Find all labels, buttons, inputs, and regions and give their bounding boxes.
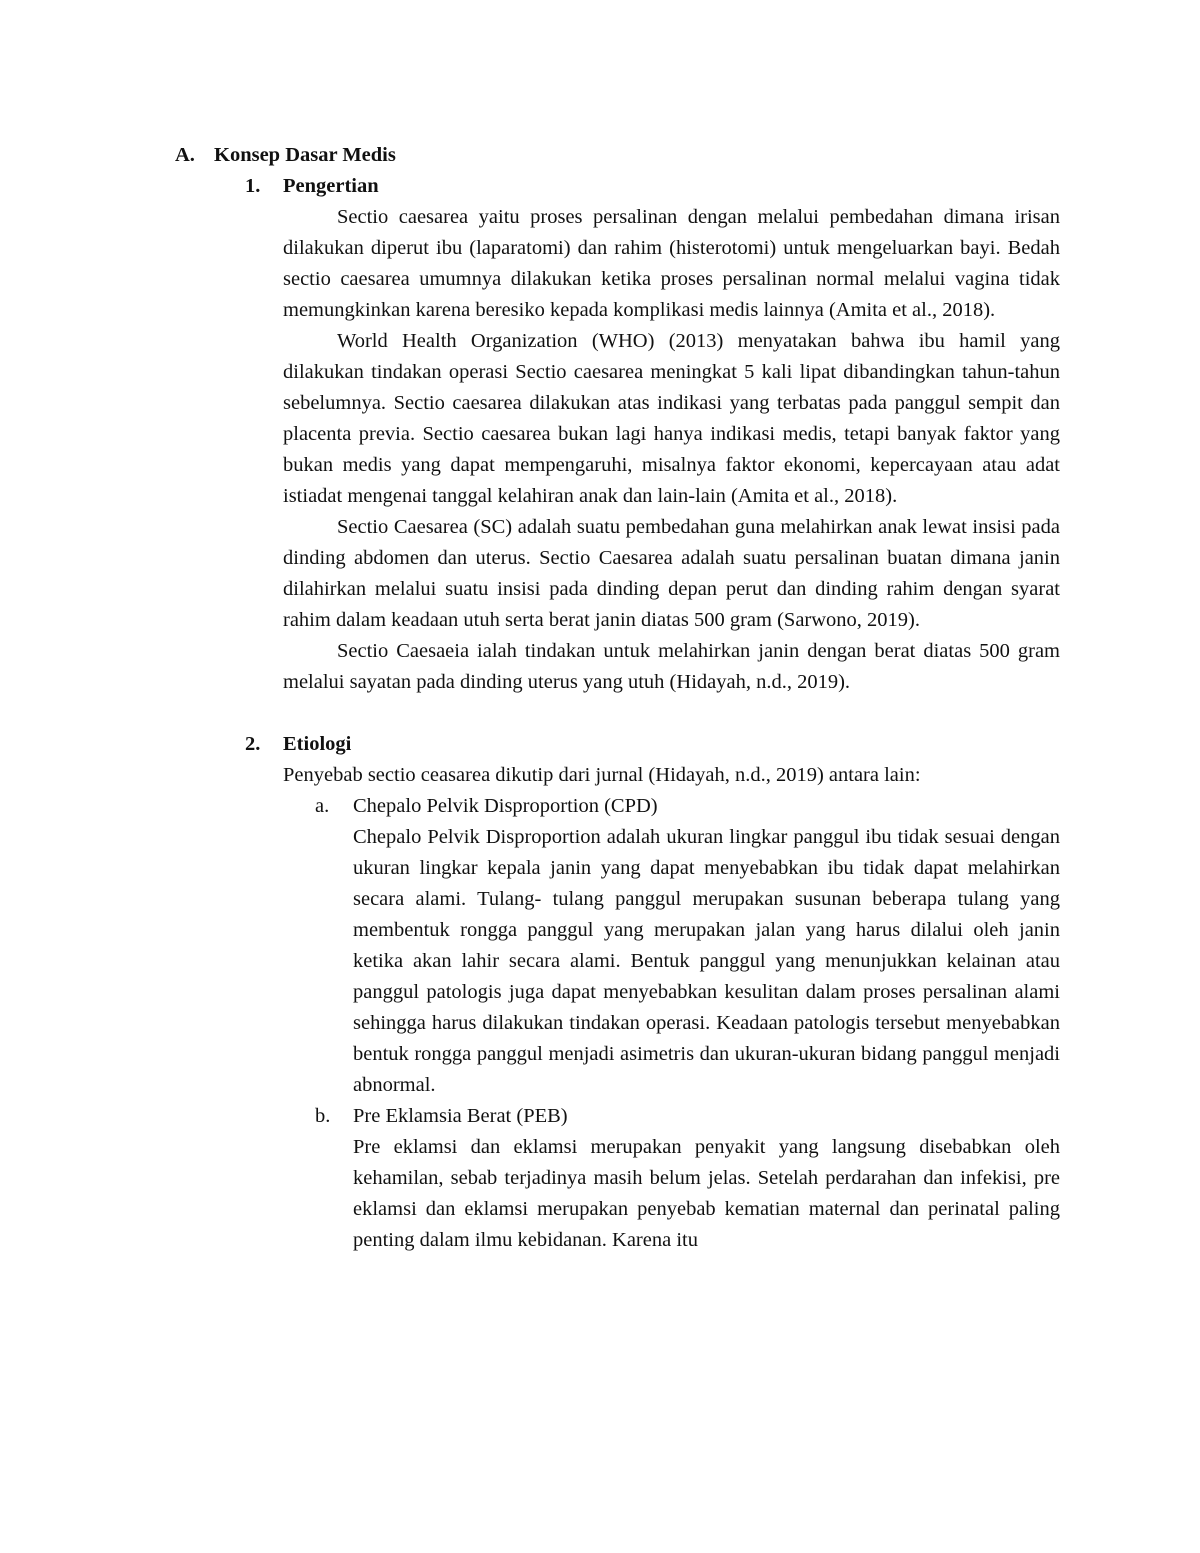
paragraph: World Health Organization (WHO) (2013) menyatakan bahwa ibu hamil yang dilakukan tindakan operasi Sectio caesarea meningkat 5 kali lipat dibandingkan tahun-tahun sebelumnya. Sectio caesarea dilakukan atas indikasi yang terbatas pada panggul sempit dan placenta previa. Sectio caesarea bukan lagi hanya indikasi medis, tetapi banyak faktor yang bukan medis yang dapat mempengaruhi, misalnya faktor ekonomi, kepercayaan atau adat istiadat mengenai tanggal kelahiran anak dan lain-lain (Amita et al., 2018). xyxy=(283,330,1060,507)
section-1-heading xyxy=(245,171,1060,202)
list-item-marker: a. xyxy=(315,795,330,817)
list-item-heading xyxy=(315,791,1060,822)
section-2-marker: 2. xyxy=(245,733,261,755)
section-2-intro: Penyebab sectio ceasarea dikutip dari jurnal (Hidayah, n.d., 2019) antara lain: xyxy=(283,764,921,786)
list-item-title: Pre Eklamsia Berat (PEB) xyxy=(353,1105,568,1127)
section-2-heading xyxy=(245,729,1060,760)
list-item-body: Chepalo Pelvik Disproportion adalah ukuran lingkar panggul ibu tidak sesuai dengan ukuran lingkar kepala janin yang dapat menyebabkan ibu tidak dapat melahirkan secara alami. Tulang- tulang panggul merupakan susunan beberapa tulang yang membentuk rongga panggul yang merupakan jalan yang harus dilalui oleh janin ketika akan lahir secara alami. Bentuk panggul yang menunjukkan kelainan atau panggul patologis juga dapat menyebabkan kesulitan dalam proses persalinan alami sehingga harus dilakukan tindakan operasi. Keadaan patologis tersebut menyebabkan bentuk rongga panggul menjadi asimetris dan ukuran-ukuran bidang panggul menjadi abnormal. xyxy=(353,826,1060,1096)
paragraph: Sectio Caesarea (SC) adalah suatu pembedahan guna melahirkan anak lewat insisi pada dinding abdomen dan uterus. Sectio Caesarea adalah suatu persalinan buatan dimana janin dilahirkan melalui suatu insisi pada dinding depan perut dan dinding rahim dengan syarat rahim dalam keadaan utuh serta berat janin diatas 500 gram (Sarwono, 2019). xyxy=(283,516,1060,631)
section-a-marker: A. xyxy=(175,144,195,166)
section-1-marker: 1. xyxy=(245,175,261,197)
document-content xyxy=(175,140,1060,1256)
section-a-heading xyxy=(175,140,1060,171)
paragraph: Sectio caesarea yaitu proses persalinan dengan melalui pembedahan dimana irisan dilakukan diperut ibu (laparatomi) dan rahim (histerotomi) untuk mengeluarkan bayi. Bedah sectio caesarea umumnya dilakukan ketika proses persalinan normal melalui vagina tidak memungkinkan karena beresiko kepada komplikasi medis lainnya (Amita et al., 2018). xyxy=(283,206,1060,321)
blank-line xyxy=(175,698,1060,729)
list-item-heading xyxy=(315,1101,1060,1132)
section-1-title: Pengertian xyxy=(283,175,379,197)
paragraph: Sectio Caesaeia ialah tindakan untuk melahirkan janin dengan berat diatas 500 gram melalui sayatan pada dinding uterus yang utuh (Hidayah, n.d., 2019). xyxy=(283,640,1060,693)
list-item-body: Pre eklamsi dan eklamsi merupakan penyakit yang langsung disebabkan oleh kehamilan, sebab terjadinya masih belum jelas. Setelah perdarahan dan infekisi, pre eklamsi dan eklamsi merupakan penyebab kematian maternal dan perinatal paling penting dalam ilmu kebidanan. Karena itu xyxy=(353,1136,1060,1251)
list-item-marker: b. xyxy=(315,1105,331,1127)
section-a-title: Konsep Dasar Medis xyxy=(214,144,396,166)
list-item-title: Chepalo Pelvik Disproportion (CPD) xyxy=(353,795,658,817)
section-2-title: Etiologi xyxy=(283,733,352,755)
